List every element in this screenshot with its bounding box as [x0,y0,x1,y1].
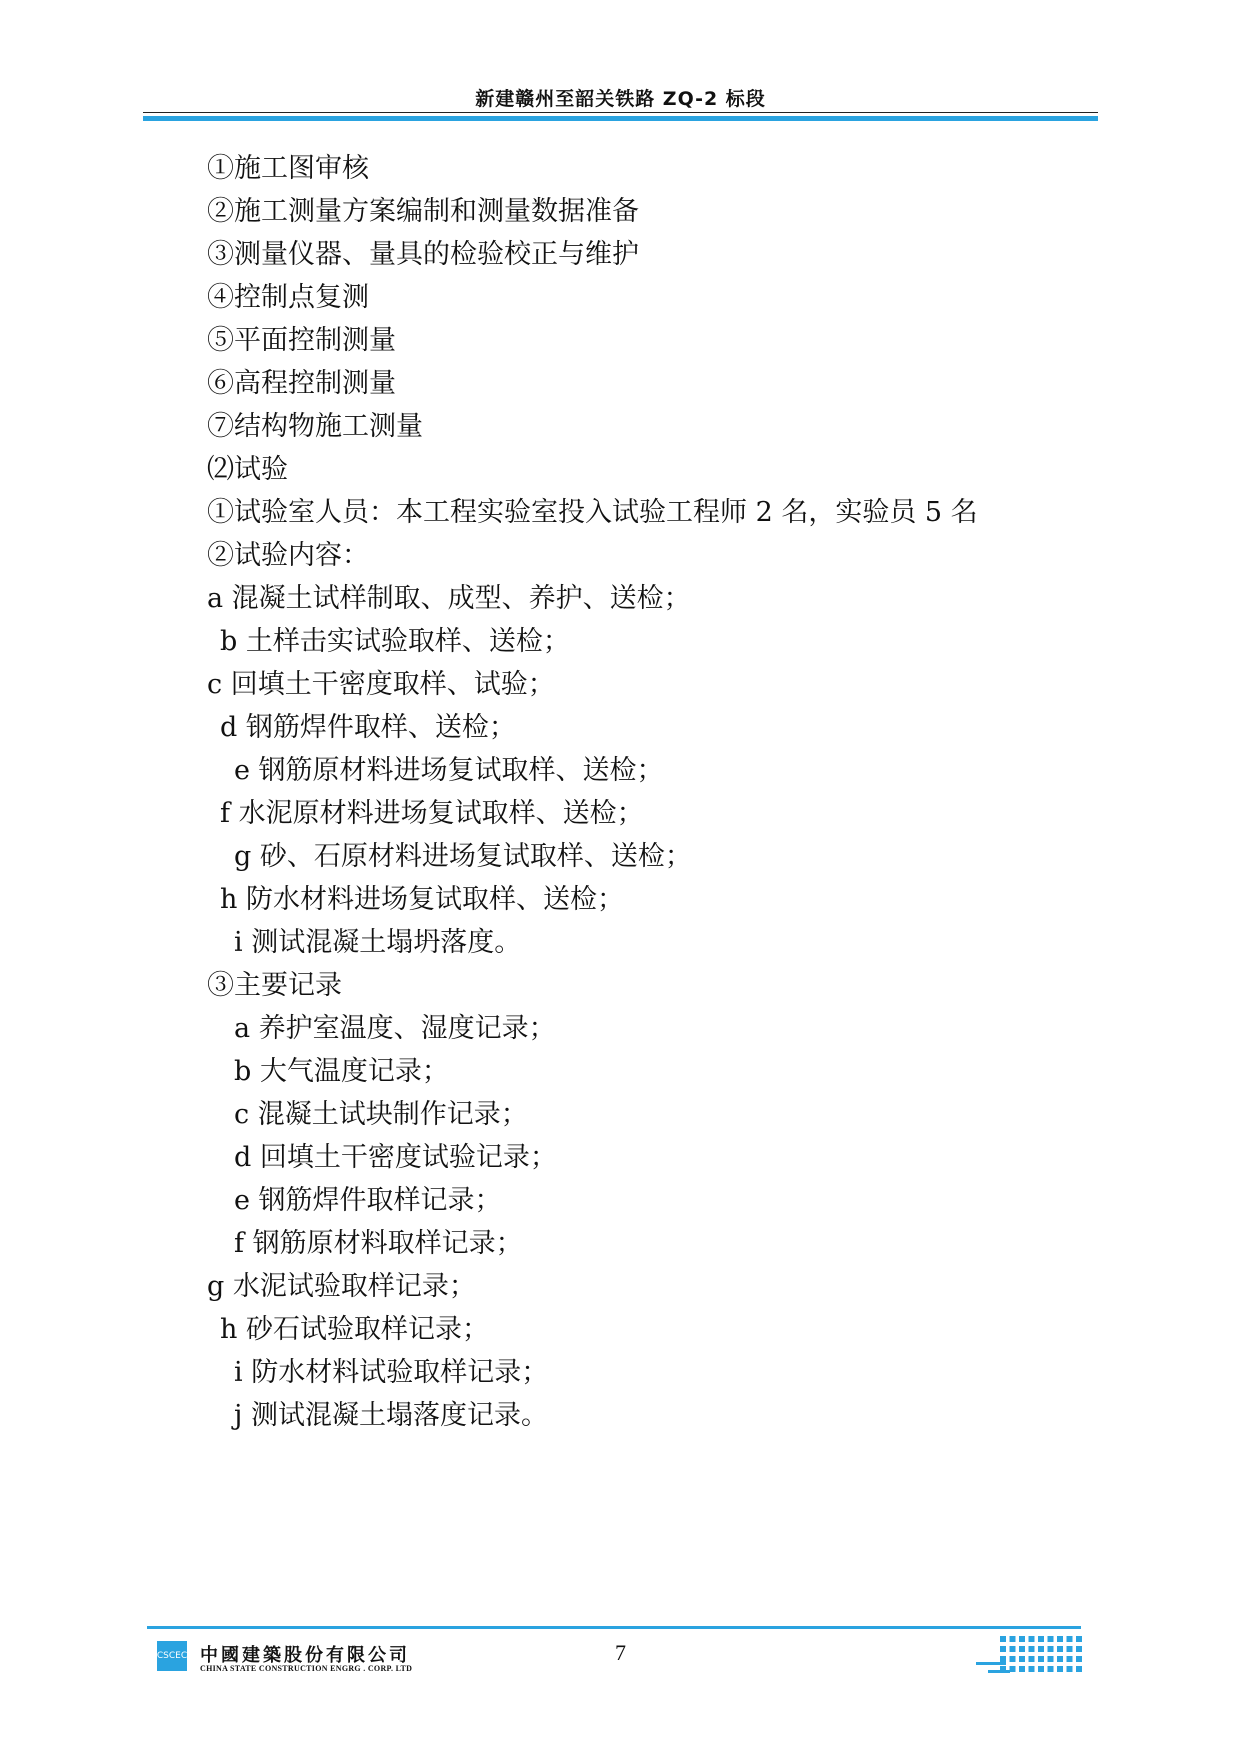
grid-dot [1029,1666,1035,1672]
grid-dot [1048,1646,1054,1652]
body-line: ③主要记录 [207,970,342,1001]
grid-dot [1019,1666,1025,1672]
grid-dot [1067,1656,1073,1662]
grid-dot [1057,1666,1063,1672]
company-logo-text: CSCEC [156,1651,188,1661]
body-line: ⑥高程控制测量 [207,368,396,399]
body-line: c 混凝土试块制作记录； [234,1099,528,1130]
grid-dot [1029,1646,1035,1652]
grid-dot [1010,1656,1016,1662]
grid-dot [1076,1636,1082,1642]
grid-dot [1038,1636,1044,1642]
grid-dot [1076,1646,1082,1652]
body-line: e 钢筋焊件取样记录； [234,1185,502,1216]
grid-dot [1057,1656,1063,1662]
body-line: a 养护室温度、湿度记录； [234,1013,556,1044]
body-line: ④控制点复测 [207,282,369,313]
body-line: f 钢筋原材料取样记录； [234,1228,523,1259]
grid-dot [1067,1636,1073,1642]
body-line: ③测量仪器、量具的检验校正与维护 [207,239,639,270]
grid-dot [1000,1636,1006,1642]
body-line: ①试验室人员：本工程实验室投入试验工程师 2 名，实验员 5 名 [207,497,978,528]
grid-dot [1010,1646,1016,1652]
header-title: 新建赣州至韶关铁路 ZQ-2 标段 [475,88,766,110]
body-line: i 测试混凝土塌坍落度。 [234,927,522,958]
body-line: ②试验内容： [207,540,369,571]
body-line: c 回填土干密度取样、试验； [207,669,555,700]
body-line: g 砂、石原材料进场复试取样、送检； [234,841,692,872]
company-name-cn: 中國建築股份有限公司 [200,1645,410,1666]
body-line: f 水泥原材料进场复试取样、送检； [220,798,644,829]
header-rule-thin [143,112,1098,113]
grid-dot [1019,1636,1025,1642]
body-line: b 大气温度记录； [234,1056,449,1087]
body-line: ⑵试验 [207,454,288,485]
body-line: ①施工图审核 [207,153,369,184]
body-line: ⑤平面控制测量 [207,325,396,356]
grid-dot [1029,1636,1035,1642]
dot-grid-decoration-icon [976,1634,1086,1678]
body-line: d 回填土干密度试验记录； [234,1142,557,1173]
grid-dot [1000,1666,1006,1672]
body-line: h 砂石试验取样记录； [220,1314,489,1345]
body-line: i 防水材料试验取样记录； [234,1357,549,1388]
body-line: h 防水材料进场复试取样、送检； [220,884,624,915]
grid-dot [1010,1666,1016,1672]
grid-dot [1067,1666,1073,1672]
body-line: d 钢筋焊件取样、送检； [220,712,516,743]
header-rule-thick [143,116,1098,121]
grid-dot [1000,1646,1006,1652]
body-line: b 土样击实试验取样、送检； [220,626,570,657]
grid-dot [1010,1636,1016,1642]
grid-dot [1067,1646,1073,1652]
grid-dot [1048,1636,1054,1642]
body-line: j 测试混凝土塌落度记录。 [234,1400,548,1431]
grid-dot [1000,1656,1006,1662]
grid-dot [1038,1666,1044,1672]
body-line: e 钢筋原材料进场复试取样、送检； [234,755,664,786]
grid-dot [1038,1656,1044,1662]
page-number: 7 [615,1640,626,1665]
body-line: a 混凝土试样制取、成型、养护、送检； [207,583,691,614]
grid-dot [1038,1646,1044,1652]
grid-dot [1048,1666,1054,1672]
body-line: ⑦结构物施工测量 [207,411,423,442]
body-line: g 水泥试验取样记录； [207,1271,476,1302]
footer-rule [147,1626,1081,1629]
company-name-en: CHINA STATE CONSTRUCTION ENGRG . CORP. LTD [200,1664,413,1673]
grid-dot [1076,1656,1082,1662]
grid-dot [1057,1636,1063,1642]
body-line: ②施工测量方案编制和测量数据准备 [207,196,639,227]
grid-dot [1057,1646,1063,1652]
grid-dot [1019,1646,1025,1652]
grid-dot [1029,1656,1035,1662]
grid-dot [1048,1656,1054,1662]
grid-dot [1019,1656,1025,1662]
grid-dot [1076,1666,1082,1672]
